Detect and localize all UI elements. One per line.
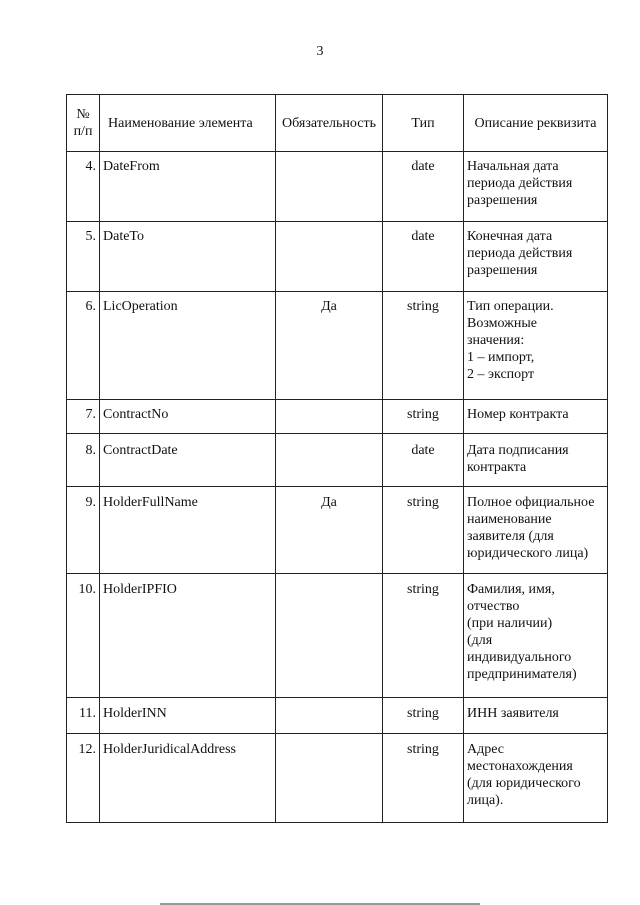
table-row: [67, 698, 608, 734]
row-required: [276, 574, 383, 698]
table-row: [67, 487, 608, 574]
table-row: [67, 400, 608, 434]
row-num: 9.: [67, 487, 100, 574]
row-name: HolderIPFIO: [100, 574, 276, 698]
row-num: 6.: [67, 292, 100, 400]
row-required: Да: [276, 487, 383, 574]
row-num: 7.: [67, 400, 100, 434]
table-row: [67, 734, 608, 823]
requisites-table: [66, 94, 608, 823]
row-description: ИНН заявителя: [464, 698, 608, 734]
row-description: Полное официальное наименование заявителя (для юридического лица): [464, 487, 608, 574]
row-description: Фамилия, имя, отчество (при наличии) (для индивидуального предпринимателя): [464, 574, 608, 698]
row-name: LicOperation: [100, 292, 276, 400]
row-type: string: [383, 734, 464, 823]
row-required: [276, 734, 383, 823]
row-description: Дата подписания контракта: [464, 434, 608, 487]
header-required: Обязательность: [276, 95, 383, 152]
row-required: [276, 152, 383, 222]
row-type: string: [383, 698, 464, 734]
row-num: 12.: [67, 734, 100, 823]
row-type: date: [383, 222, 464, 292]
row-name: DateFrom: [100, 152, 276, 222]
row-description: Адрес местонахождения (для юридического лица).: [464, 734, 608, 823]
row-required: [276, 400, 383, 434]
header-num: № п/п: [67, 95, 100, 152]
header-name: Наименование элемента: [100, 95, 276, 152]
row-type: date: [383, 152, 464, 222]
row-description: Начальная дата периода действия разрешения: [464, 152, 608, 222]
row-num: 11.: [67, 698, 100, 734]
row-type: date: [383, 434, 464, 487]
row-required: Да: [276, 292, 383, 400]
row-description: Номер контракта: [464, 400, 608, 434]
header-type: Тип: [383, 95, 464, 152]
row-description: Конечная дата периода действия разрешения: [464, 222, 608, 292]
page-number: 3: [316, 44, 324, 59]
row-name: DateTo: [100, 222, 276, 292]
row-num: 5.: [67, 222, 100, 292]
table-row: [67, 434, 608, 487]
row-type: string: [383, 292, 464, 400]
row-required: [276, 222, 383, 292]
row-num: 8.: [67, 434, 100, 487]
row-type: string: [383, 574, 464, 698]
row-num: 4.: [67, 152, 100, 222]
row-type: string: [383, 400, 464, 434]
table-row: [67, 222, 608, 292]
row-required: [276, 698, 383, 734]
table-row: [67, 292, 608, 400]
row-name: ContractDate: [100, 434, 276, 487]
row-name: HolderJuridicalAddress: [100, 734, 276, 823]
row-description: Тип операции. Возможные значения: 1 – импорт, 2 – экспорт: [464, 292, 608, 400]
row-name: HolderFullName: [100, 487, 276, 574]
row-num: 10.: [67, 574, 100, 698]
row-name: HolderINN: [100, 698, 276, 734]
table-header-row: [67, 95, 608, 152]
row-type: string: [383, 487, 464, 574]
row-name: ContractNo: [100, 400, 276, 434]
header-description: Описание реквизита: [464, 95, 608, 152]
table-row: [67, 152, 608, 222]
row-required: [276, 434, 383, 487]
table-row: [67, 574, 608, 698]
